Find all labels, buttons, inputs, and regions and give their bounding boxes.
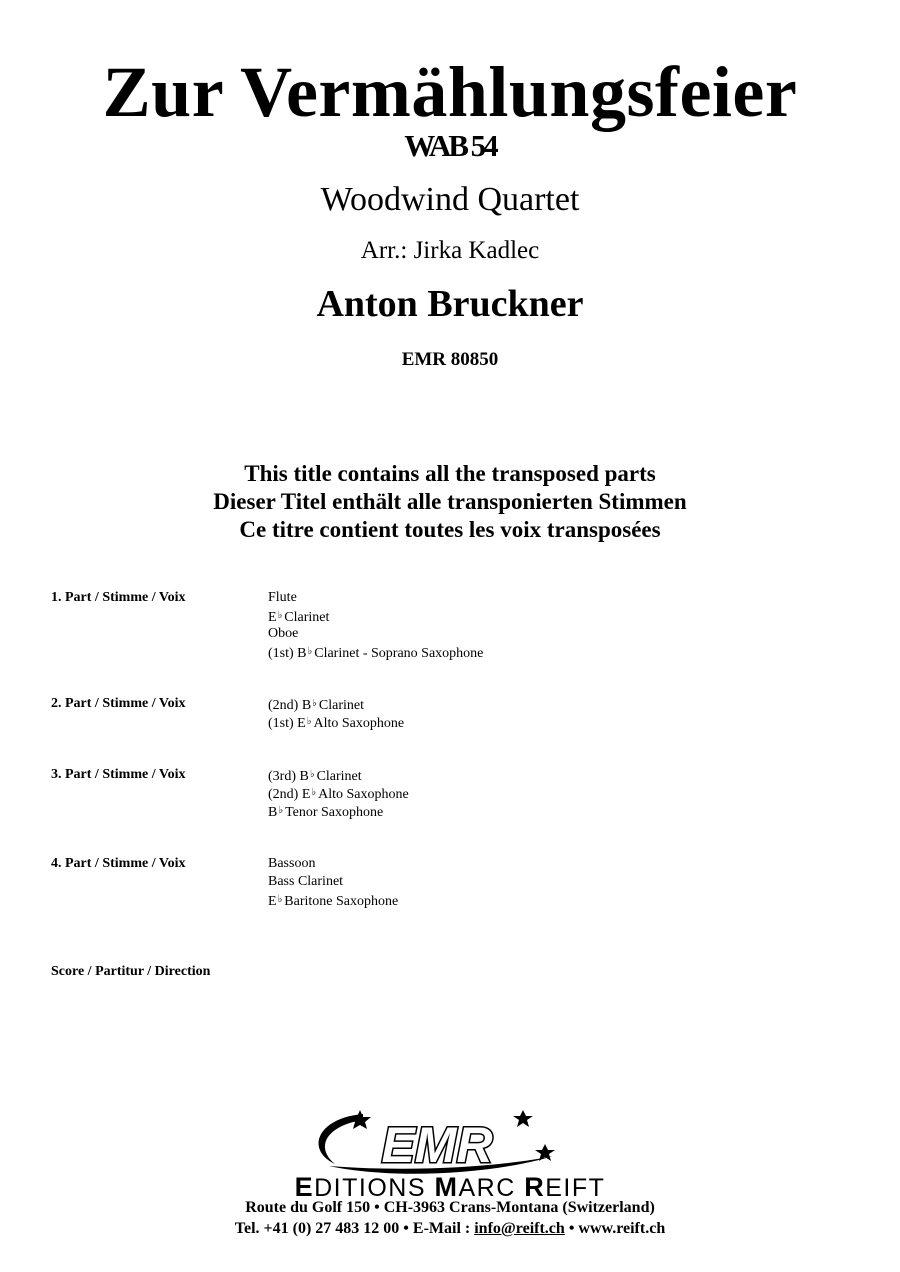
instrument-key: E bbox=[297, 716, 306, 731]
instrument-prefix: (3rd) bbox=[268, 769, 300, 784]
instrument-key: B bbox=[299, 769, 309, 784]
instrument-name: Clarinet bbox=[316, 769, 362, 784]
instrument-name: Alto Saxophone bbox=[313, 716, 405, 731]
instrument-item bbox=[268, 589, 483, 607]
emr-logo bbox=[305, 1108, 565, 1176]
instrument-name: Flute bbox=[268, 590, 297, 605]
flat-icon: ♭ bbox=[278, 805, 284, 816]
instrument-item bbox=[268, 695, 404, 713]
instrument-name: Clarinet bbox=[284, 610, 330, 625]
flat-icon: ♭ bbox=[306, 716, 312, 727]
instrument-item bbox=[268, 784, 409, 802]
instrument-item bbox=[268, 713, 404, 731]
publisher-name-eift: EIFT bbox=[545, 1174, 606, 1202]
instrument-item bbox=[268, 855, 398, 873]
star-icon bbox=[535, 1144, 555, 1161]
instrument-key: B bbox=[301, 698, 312, 713]
notice-english: This title contains all the transposed parts bbox=[244, 461, 656, 486]
instrument-name: Oboe bbox=[268, 626, 299, 641]
instrument-prefix: (2nd) bbox=[268, 698, 302, 713]
instrument-item bbox=[268, 643, 483, 661]
part-label: 2. Part / Stimme / Voix bbox=[51, 696, 186, 711]
flat-icon: ♭ bbox=[277, 610, 283, 621]
instrument-item bbox=[268, 766, 409, 784]
instrument-list bbox=[268, 855, 398, 909]
contact-website: • www.reift.ch bbox=[564, 1220, 666, 1237]
publisher-name-e: E bbox=[294, 1172, 315, 1202]
instrument-item bbox=[268, 802, 409, 820]
notice-french: Ce titre contient toutes les voix transposées bbox=[239, 517, 661, 542]
contact-phone: Tel. +41 (0) 27 483 12 00 • E-Mail : bbox=[234, 1220, 475, 1237]
flat-icon: ♭ bbox=[277, 894, 283, 905]
instrument-item bbox=[268, 891, 398, 909]
instrument-key: E bbox=[268, 894, 277, 909]
flat-icon: ♭ bbox=[312, 698, 317, 709]
catalog-number: WAB 54 bbox=[404, 128, 496, 163]
instrumentation: Woodwind Quartet bbox=[320, 181, 580, 218]
publisher-address: Route du Golf 150 • CH-3963 Crans-Montana (Switzerland) bbox=[245, 1199, 655, 1216]
instrument-list bbox=[268, 766, 409, 820]
publisher-name-r: R bbox=[524, 1172, 546, 1202]
instrument-list bbox=[268, 695, 404, 731]
score-label: Score / Partitur / Direction bbox=[51, 964, 211, 979]
instrument-name: Alto Saxophone bbox=[318, 787, 409, 802]
part-label: 1. Part / Stimme / Voix bbox=[51, 590, 186, 605]
publisher-name-m: M bbox=[434, 1172, 459, 1202]
instrument-item bbox=[268, 625, 483, 643]
instrument-key: B bbox=[297, 646, 307, 661]
email-link[interactable]: info@reift.ch bbox=[474, 1220, 565, 1237]
publisher-contact bbox=[0, 1219, 900, 1239]
instrument-name: Clarinet bbox=[318, 698, 364, 713]
instrument-prefix: (1st) bbox=[268, 716, 298, 731]
publisher-name-ditions: DITIONS bbox=[314, 1174, 435, 1202]
notice-german: Dieser Titel enthält alle transponierten Stimmen bbox=[213, 489, 687, 514]
star-icon bbox=[513, 1110, 533, 1127]
instrument-item bbox=[268, 607, 483, 625]
instrument-item bbox=[268, 873, 398, 891]
part-label: 3. Part / Stimme / Voix bbox=[51, 767, 186, 782]
instrument-name: Tenor Saxophone bbox=[285, 805, 384, 820]
star-icon bbox=[349, 1110, 371, 1129]
instrument-name: Baritone Saxophone bbox=[284, 894, 399, 909]
part-label: 4. Part / Stimme / Voix bbox=[51, 856, 186, 871]
instrument-prefix: (2nd) bbox=[268, 787, 302, 802]
logo-text: EMR bbox=[381, 1117, 493, 1173]
instrument-name: Clarinet - Soprano Saxophone bbox=[314, 646, 484, 661]
instrument-prefix: (1st) bbox=[268, 646, 298, 661]
edition-number: EMR 80850 bbox=[401, 349, 499, 370]
title: Zur Vermählungsfeier bbox=[102, 52, 798, 132]
instrument-key: E bbox=[268, 610, 277, 625]
flat-icon: ♭ bbox=[309, 769, 315, 780]
instrument-name: Bassoon bbox=[268, 856, 316, 871]
arranger: Arr.: Jirka Kadlec bbox=[360, 237, 540, 264]
instrument-key: B bbox=[268, 805, 278, 820]
publisher-name-arc: ARC bbox=[458, 1174, 525, 1202]
flat-icon: ♭ bbox=[311, 787, 317, 798]
instrument-key: E bbox=[301, 787, 311, 802]
instrument-name: Bass Clarinet bbox=[268, 874, 344, 889]
composer: Anton Bruckner bbox=[316, 283, 584, 325]
flat-icon: ♭ bbox=[307, 646, 313, 657]
instrument-list bbox=[268, 589, 483, 661]
